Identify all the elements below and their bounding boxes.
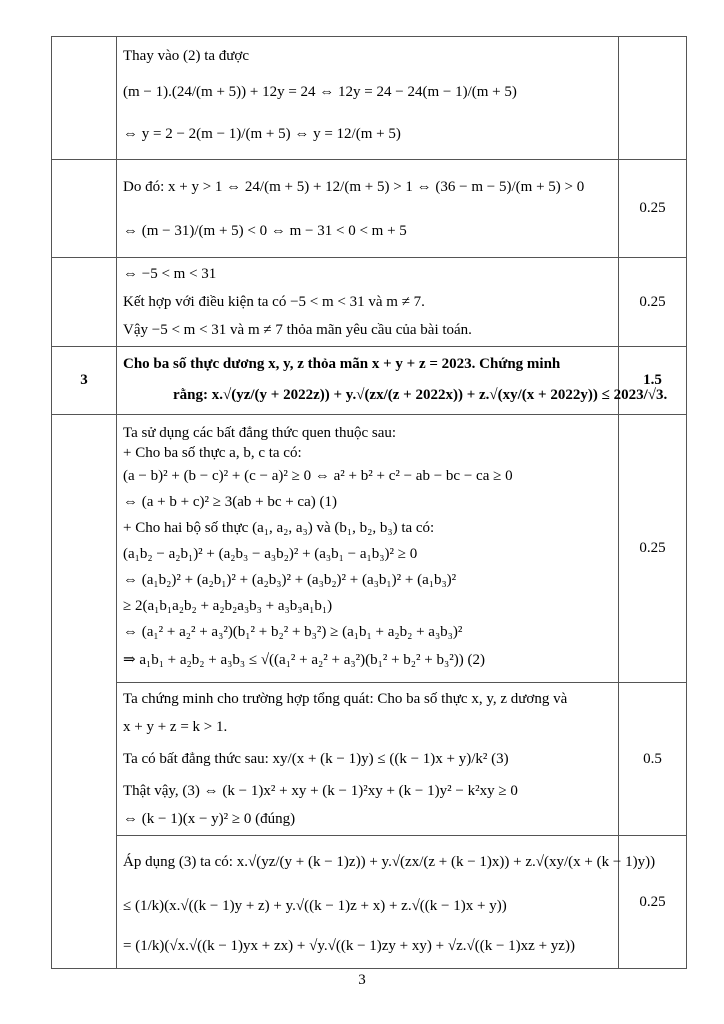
score-value: 0.25 — [639, 540, 666, 556]
text-line: Thay vào (2) ta được — [123, 48, 250, 64]
equation-line: ⇒ a₁b₁ + a₂b₂ + a₃b₃ ≤ √((a₁² + a₂² + a₃²)(b₁² + b₂² + b₃²)) (2) — [123, 651, 485, 668]
equation-line: (a − b)² + (b − c)² + (c − a)² ≥ 0 ⇔ a² + b² + c² − ab − bc − ca ≥ 0 — [123, 467, 513, 484]
text-line: Cho ba số thực dương x, y, z thỏa mãn x + y + z = 2023. Chứng minh — [123, 355, 561, 372]
equation-line: Do đó: x + y > 1 ⇔ 24/(m + 5) + 12/(m + 5) > 1 ⇔ (36 − m − 5)/(m + 5) > 0 — [123, 178, 585, 195]
equation-line: (m − 1).(24/(m + 5)) + 12y = 24 ⇔ 12y = 24 − 24(m − 1)/(m + 5) — [123, 84, 517, 100]
solution-cell — [117, 683, 619, 836]
table-row — [52, 37, 687, 160]
text-line: Vậy −5 < m < 31 và m ≠ 7 thỏa mãn yêu cầu của bài toán. — [123, 322, 472, 338]
equation-line: ⇔ −5 < m < 31 — [123, 266, 217, 282]
table-row — [52, 683, 687, 836]
equation-line: ≥ 2(a₁b₁a₂b₂ + a₂b₂a₃b₃ + a₃b₃a₁b₁) — [123, 597, 333, 614]
score-value: 0.25 — [639, 893, 666, 910]
solution-cell — [117, 415, 619, 683]
table-row — [52, 347, 687, 415]
equation-line: = (1/k)(√x.√((k − 1)yx + zx) + √y.√((k − 1)zy + xy) + √z.√((k − 1)xz + yz)) — [123, 938, 575, 954]
equation-line: + Cho hai bộ số thực (a₁, a₂, a₃) và (b₁, b₂, b₃) ta có: — [123, 519, 435, 536]
score-value: 0.5 — [643, 750, 662, 767]
score-value: 0.25 — [639, 293, 666, 310]
score-value: 1.5 — [643, 372, 662, 388]
equation-line: (a₁b₂ − a₂b₁)² + (a₂b₃ − a₃b₂)² + (a₃b₁ − a₁b₃)² ≥ 0 — [123, 545, 418, 562]
solution-cell — [117, 160, 619, 258]
equation-line: Thật vậy, (3) ⇔ (k − 1)x² + xy + (k − 1)²xy + (k − 1)y² − k²xy ≥ 0 — [123, 783, 518, 799]
solution-cell — [117, 37, 619, 160]
equation-line: ⇔ y = 2 − 2(m − 1)/(m + 5) ⇔ y = 12/(m + 5) — [123, 126, 401, 142]
equation-line: Ta có bất đẳng thức sau: xy/(x + (k − 1)y) ≤ ((k − 1)x + y)/k² (3) — [123, 751, 509, 767]
solution-table — [51, 36, 687, 969]
solution-cell — [117, 258, 619, 347]
text-line: + Cho ba số thực a, b, c ta có: — [123, 444, 302, 461]
score-value: 0.25 — [639, 200, 666, 216]
text-line: Ta chứng minh cho trường hợp tổng quát: Cho ba số thực x, y, z dương và — [123, 691, 568, 707]
equation-line: x + y + z = k > 1. — [123, 719, 228, 735]
page-number: 3 — [358, 972, 366, 988]
text-line: Kết hợp với điều kiện ta có −5 < m < 31 và m ≠ 7. — [123, 294, 425, 310]
table-row — [52, 160, 687, 258]
equation-line: ⇔ (a + b + c)² ≥ 3(ab + bc + ca) (1) — [123, 493, 337, 510]
problem-number: 3 — [80, 372, 88, 388]
equation-line: ≤ (1/k)(x.√((k − 1)y + z) + y.√((k − 1)z + x) + z.√((k − 1)x + y)) — [123, 898, 507, 914]
table-row — [52, 836, 687, 969]
equation-line: Áp dụng (3) ta có: x.√(yz/(y + (k − 1)z)) + y.√(zx/(z + (k − 1)x)) + z.√(xy/(x + (k − 1)y)) — [123, 854, 656, 870]
equation-line: ⇔ (a₁² + a₂² + a₃²)(b₁² + b₂² + b₃²) ≥ (a₁b₁ + a₂b₂ + a₃b₃)² — [123, 623, 463, 640]
table-row — [52, 258, 687, 347]
equation-line: ⇔ (k − 1)(x − y)² ≥ 0 (đúng) — [123, 811, 296, 827]
equation-line: rằng: x.√(yz/(y + 2022z)) + y.√(zx/(z + 2022x)) + z.√(xy/(x + 2022y)) ≤ 2023/√3. — [173, 386, 668, 403]
text-line: Ta sử dụng các bất đẳng thức quen thuộc sau: — [123, 424, 397, 441]
equation-line: ⇔ (m − 31)/(m + 5) < 0 ⇔ m − 31 < 0 < m + 5 — [123, 222, 407, 239]
equation-line: ⇔ (a₁b₂)² + (a₂b₁)² + (a₂b₃)² + (a₃b₂)² + (a₃b₁)² + (a₁b₃)² — [123, 571, 457, 588]
table-row — [52, 415, 687, 683]
